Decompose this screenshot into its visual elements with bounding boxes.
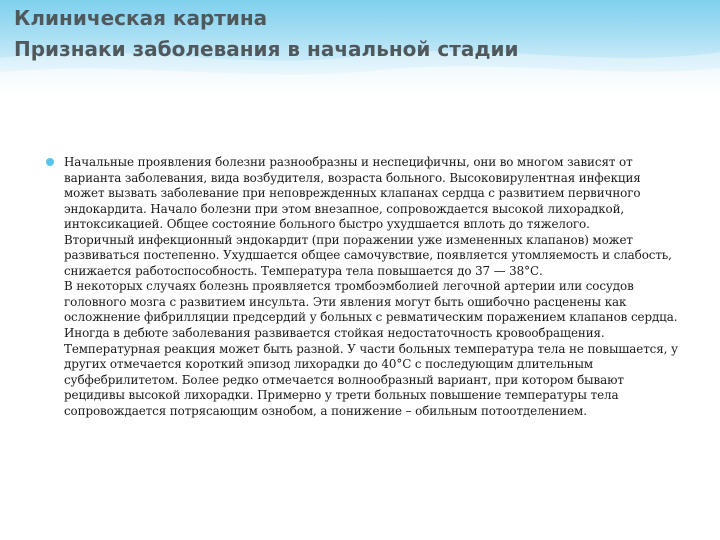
paragraph: Начальные проявления болезни разнообразны и неспецифичны, они во многом зависят от варианта заболевания, вида возбудителя, возраста больного. Высоковирулентная инфекция может вызвать заболевание при неповрежденных клапанах сердца с развитием первичного эндокардита. Начало болезни при этом внезапное, сопровождается высокой лихорадкой, интоксикацией. Общее состояние больного быстро ухудшается вплоть до тяжелого. [64, 155, 641, 232]
slide-title [14, 3, 519, 65]
paragraph: Иногда в дебюте заболевания развивается стойкая недостаточность кровообращения. [64, 326, 605, 341]
body-text [64, 155, 684, 419]
paragraph: В некоторых случаях болезнь проявляется тромбоэмболией легочной артерии или сосудов головного мозга с развитием инсульта. Эти явления могут быть ошибочно расценены как осложнение фибрилляции предсердий у больных с ревматическим поражением клапанов сердца. [64, 279, 678, 325]
title-line-2: Признаки заболевания в начальной стадии [14, 37, 519, 61]
paragraph: Вторичный инфекционный эндокардит (при поражении уже измененных клапанов) может развиваться постепенно. Ухудшается общее самочувствие, появляется утомляемость и слабость, снижается работоспособность. Температура тела повышается до 37 — 38°С. [64, 232, 672, 278]
title-line-1: Клиническая картина [14, 6, 268, 30]
bullet-icon [46, 158, 54, 166]
paragraph: Температурная реакция может быть разной. У части больных температура тела не повышается, у других отмечается короткий эпизод лихорадки до 40°С с последующим длительным субфебрилитетом. Более редко отмечается волнообразный вариант, при котором бывают рецидивы высокой лихорадки. Примерно у трети больных повышение температуры тела сопровождается потрясающим ознобом, а понижение – обильным потоотделением. [64, 341, 678, 418]
